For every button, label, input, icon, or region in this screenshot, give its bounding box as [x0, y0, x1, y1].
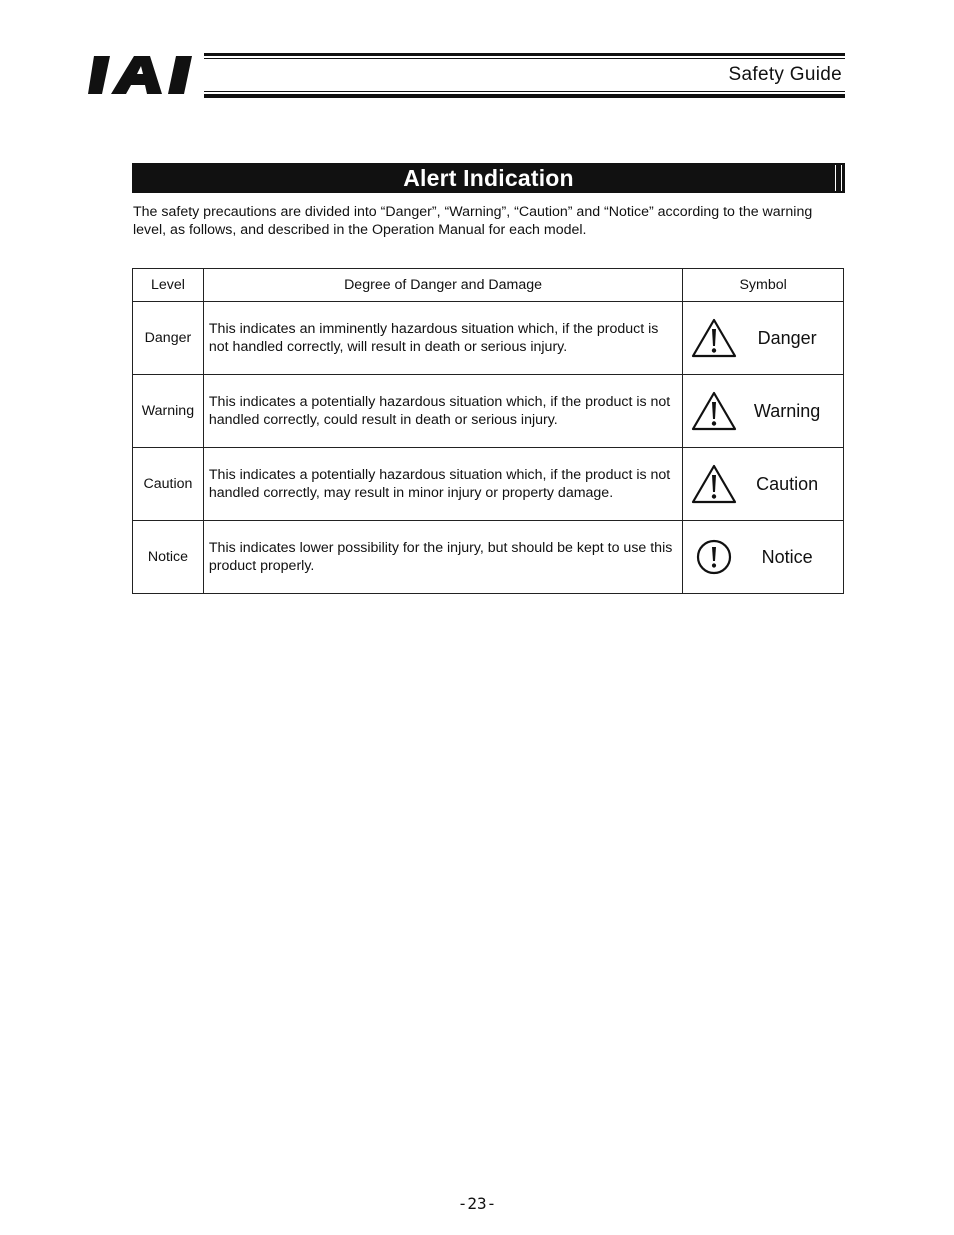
table-row: [133, 448, 844, 521]
symbol-cell: [683, 521, 844, 594]
column-header-degree: Degree of Danger and Damage: [203, 269, 682, 302]
table-row: [133, 302, 844, 375]
symbol-cell: [683, 448, 844, 521]
intro-paragraph: The safety precautions are divided into “Danger”, “Warning”, “Caution” and “Notice” according to the warning level, as follows, and described in the Operation Manual for each model.: [133, 204, 813, 238]
level-cell: Warning: [133, 375, 204, 448]
table-header-row: [133, 269, 844, 302]
degree-cell: This indicates a potentially hazardous situation which, if the product is not handled correctly, could result in death or serious injury.: [203, 375, 682, 448]
symbol-label: Notice: [761, 546, 813, 567]
degree-cell: This indicates an imminently hazardous situation which, if the product is not handled correctly, will result in death or serious injury.: [203, 302, 682, 375]
table-row: [133, 521, 844, 594]
alert-level-table: [132, 268, 844, 594]
section-title: Alert Indication: [403, 164, 574, 191]
level-cell: Caution: [133, 448, 204, 521]
symbol-label: Caution: [756, 473, 819, 494]
symbol-cell: [683, 302, 844, 375]
degree-cell: This indicates lower possibility for the injury, but should be kept to use this product properly.: [203, 521, 682, 594]
exclamation-circle-icon: [691, 537, 737, 577]
symbol-label: Danger: [757, 327, 817, 348]
column-header-symbol: Symbol: [683, 269, 844, 302]
level-cell: Notice: [133, 521, 204, 594]
table-row: [133, 375, 844, 448]
page-number: -23-: [457, 1194, 497, 1213]
level-cell: Danger: [133, 302, 204, 375]
banner-edge-bars: [833, 163, 845, 193]
warning-triangle-icon: [691, 318, 737, 358]
warning-triangle-icon: [691, 391, 737, 431]
symbol-label: Warning: [753, 400, 821, 421]
iai-logo: [88, 52, 208, 98]
header-title: Safety Guide: [728, 64, 842, 85]
degree-cell: This indicates a potentially hazardous situation which, if the product is not handled correctly, may result in minor injury or property damage.: [203, 448, 682, 521]
symbol-cell: [683, 375, 844, 448]
section-banner: [132, 163, 845, 193]
column-header-level: Level: [133, 269, 204, 302]
warning-triangle-icon: [691, 464, 737, 504]
